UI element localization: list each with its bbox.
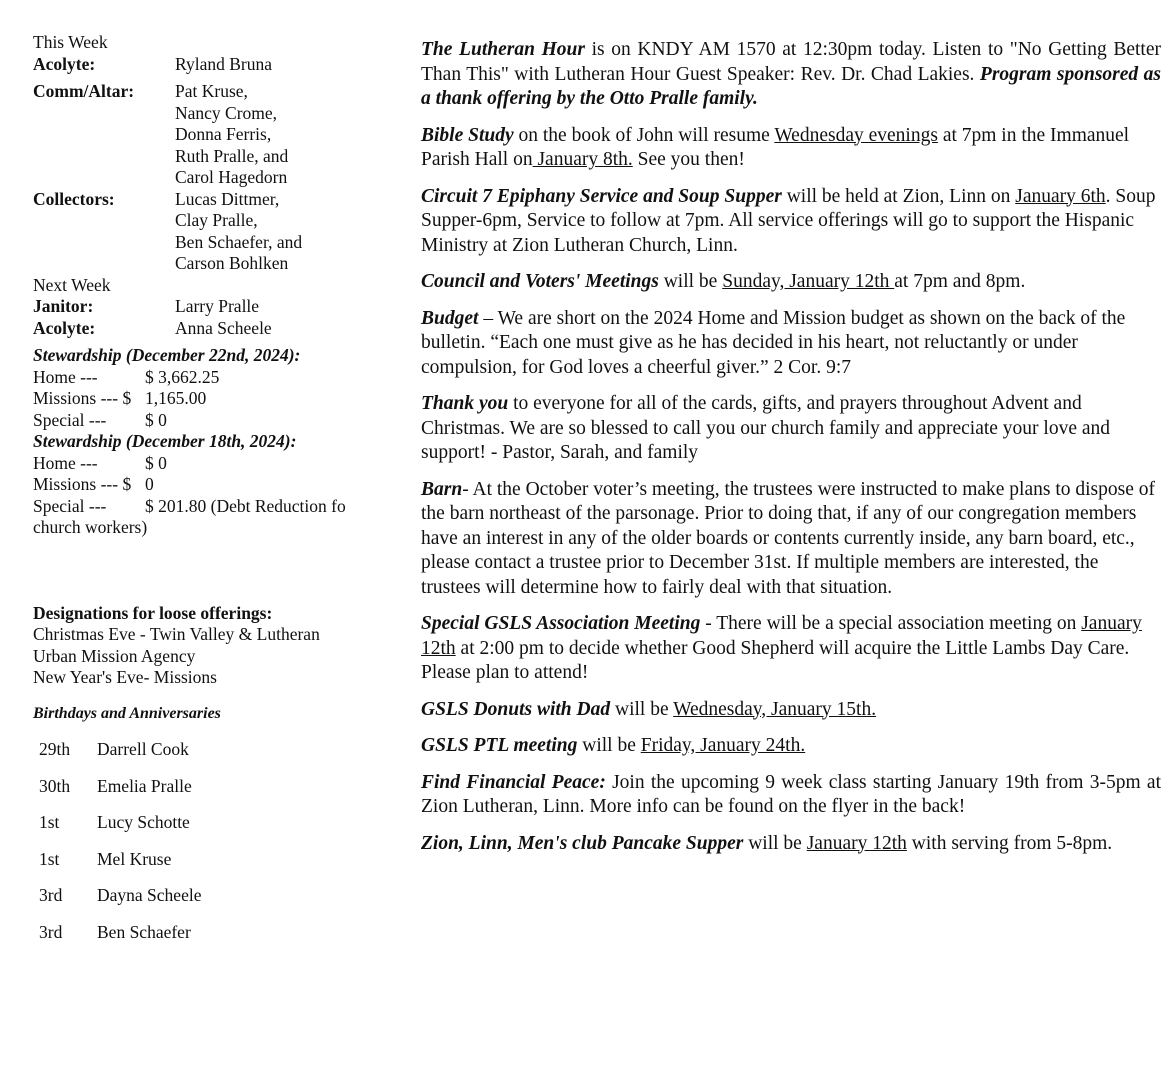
acolyte-next-row: [33, 318, 378, 340]
announcement-text: to everyone for all of the cards, gifts, and prayers throughout Advent and Christmas. We are so blessed to call you our church family and appreciate your love and support! - Pastor, Sarah, and family: [421, 393, 1111, 463]
collectors-row: [33, 189, 378, 275]
stewardship-title: Stewardship (December 22nd, 2024):: [33, 345, 301, 365]
collector-name: Clay Pralle,: [175, 210, 258, 230]
announcement-title: Thank you: [421, 393, 509, 414]
stewardship-line-label: Home ---: [33, 452, 98, 473]
announcement-title: Special GSLS Association Meeting: [421, 613, 701, 634]
birthday-item: [33, 885, 378, 907]
announcement-date: Friday, January 24th.: [640, 735, 806, 756]
collectors-label: Collectors:: [33, 188, 115, 209]
announcement-text: at 7pm and 8pm.: [894, 271, 1026, 292]
stewardship-line-label: Home ---: [33, 366, 98, 387]
announcement-title: GSLS Donuts with Dad: [421, 698, 611, 720]
announcement-date: January 12th: [421, 613, 1142, 659]
birthday-name: Darrell Cook: [97, 739, 189, 759]
announcement-donuts: [421, 698, 1161, 723]
birthday-item: [33, 776, 378, 798]
birthday-item: [33, 812, 378, 834]
announcement-bible-study: [421, 124, 1161, 173]
designation-line: New Year's Eve- Missions: [33, 667, 217, 687]
stewardship-line-amount: $ 201.80 (Debt Reduction fo: [145, 495, 346, 516]
stewardship-line-amount: $ 3,662.25: [145, 366, 220, 387]
collector-name: Carson Bohlken: [175, 253, 289, 273]
acolyte-name: Ryland Bruna: [175, 53, 272, 74]
acolyte-label: Acolyte:: [33, 53, 96, 74]
birthday-day: 3rd: [39, 885, 63, 905]
stewardship-line: [33, 367, 378, 389]
birthday-day: 30th: [39, 775, 71, 796]
birthday-name: Mel Kruse: [97, 848, 172, 869]
announcement-text: . Soup Supper-6pm, Service to follow at 7pm. All service offerings will go to support the Hispanic Ministry at Zion Lutheran Church, Linn.: [421, 185, 1156, 256]
comm-altar-row: [33, 81, 378, 189]
birthday-day: 3rd: [39, 921, 63, 942]
announcement-title: GSLS PTL meeting: [421, 735, 578, 756]
announcement-text: will be: [577, 735, 641, 756]
announcement-circuit: [421, 185, 1161, 259]
announcement-text: - At the October voter’s meeting, the trustees were instructed to make plans to dispose of the barn northeast of the parsonage. Prior to doing that, if any of our congregation members have an interest in any of the older boards or contents currently inside, any barn board, etc., please contact a trustee prior to December 31st. If multiple members are interested, the trustees will determine how to fairly deal with that situation.: [421, 478, 1155, 598]
stewardship-line-label: Special ---: [33, 495, 107, 516]
announcement-council: [421, 270, 1161, 295]
stewardship-line-label: Missions --- $: [33, 388, 132, 408]
stewardship-line-amount: 1,165.00: [145, 388, 207, 408]
acolyte-next-name: Anna Scheele: [175, 317, 272, 338]
designations: [33, 603, 378, 689]
announcement-title: The Lutheran Hour: [421, 39, 585, 60]
stewardship-line: [33, 453, 378, 475]
announcement-date: January 8th.: [532, 149, 633, 170]
left-column: [33, 32, 378, 943]
announcement-ptl: [421, 734, 1161, 759]
announcement-gsls-meeting: [421, 612, 1161, 686]
stewardship-line-amount: $ 0: [145, 452, 167, 473]
announcement-text: on the book of John will resume: [513, 124, 775, 146]
birthday-name: Dayna Scheele: [97, 885, 202, 905]
collector-name: Ben Schaefer, and: [175, 231, 303, 252]
announcement-title: Circuit 7 Epiphany Service and Soup Supper: [421, 185, 782, 207]
stewardship-line: [33, 388, 378, 410]
announcement-lutheran-hour: [421, 38, 1161, 112]
stewardship-line-label: Missions --- $: [33, 474, 132, 494]
this-week-heading: This Week: [33, 32, 108, 52]
janitor-label: Janitor:: [33, 296, 94, 316]
announcement-text: will be: [743, 832, 807, 854]
announcement-text: with serving from 5-8pm.: [906, 832, 1113, 854]
announcement-text: will be: [610, 698, 674, 720]
comm-altar-names: [175, 81, 378, 189]
announcement-text: Join the upcoming 9 week class starting January 19th from 3-5pm at Zion Lutheran, Linn. More info can be found on the flyer in the back!: [421, 771, 1161, 817]
announcement-text: – We are short on the 2024 Home and Mission budget as shown on the back of the bulletin. “Each one must give as he has decided in his heart, not reluctantly or under compulsion, for God loves a cheerful giver.” 2 Cor. 9:7: [421, 307, 1126, 378]
announcement-text: will be: [658, 271, 723, 292]
announcement-barn: [421, 478, 1161, 601]
sponsor-text: Program sponsored as a thank offering by the Otto Pralle family.: [421, 63, 1161, 109]
announcement-text: at 7pm in the Immanuel Parish Hall on: [421, 124, 1130, 170]
birthdays-title: Birthdays and Anniversaries: [33, 704, 221, 722]
birthday-item: [33, 739, 378, 761]
announcement-text: See you then!: [632, 149, 745, 170]
announcement-title: Council and Voters' Meetings: [421, 271, 659, 292]
announcement-title: Zion, Linn, Men's club Pancake Supper: [421, 832, 744, 854]
announcement-text: at 2:00 pm to decide whether Good Shepherd will acquire the Little Lambs Day Care. Please plan to attend!: [421, 637, 1130, 683]
birthday-day: 1st: [39, 848, 60, 869]
stewardship-line-amount: $ 0: [145, 409, 167, 430]
birthday-name: Emelia Pralle: [97, 775, 192, 796]
announcement-date: January 6th: [1015, 185, 1106, 207]
comm-name: Carol Hagedorn: [175, 167, 288, 187]
announcement-text: will be held at Zion, Linn on: [781, 185, 1016, 207]
announcements-column: [421, 38, 1161, 868]
acolyte-next-label: Acolyte:: [33, 317, 96, 338]
birthday-name: Ben Schaefer: [97, 921, 191, 942]
stewardship-line: [33, 410, 378, 432]
announcement-date: Wednesday evenings: [774, 124, 938, 146]
stewardship-line-label: Special ---: [33, 409, 107, 430]
comm-name: Nancy Crome,: [175, 102, 278, 123]
announcement-financial-peace: [421, 771, 1161, 820]
announcement-title: Bible Study: [421, 124, 514, 146]
birthday-day: 29th: [39, 739, 71, 759]
announcement-budget: [421, 307, 1161, 381]
announcement-date: Wednesday, January 15th.: [673, 698, 877, 720]
comm-name: Ruth Pralle, and: [175, 145, 289, 166]
stewardship-line-amount: 0: [145, 474, 154, 494]
announcement-text: - There will be a special association meeting on: [700, 613, 1082, 634]
janitor-row: [33, 296, 378, 318]
announcement-title: Barn: [421, 478, 463, 500]
stewardship-line: [33, 474, 378, 496]
collector-name: Lucas Dittmer,: [175, 188, 280, 209]
birthday-item: [33, 922, 378, 944]
announcement-title: Find Financial Peace:: [421, 771, 606, 793]
announcement-text: is on KNDY AM 1570 at 12:30pm today. Listen to "No Getting Better Than This" with Lutheran Hour Guest Speaker: Rev. Dr. Chad Lakies.: [421, 39, 1161, 85]
designations-title: Designations for loose offerings:: [33, 602, 273, 623]
designation-line: Urban Mission Agency: [33, 645, 196, 666]
comm-name: Pat Kruse,: [175, 81, 248, 101]
announcement-thank-you: [421, 392, 1161, 466]
collectors-names: [175, 189, 378, 275]
designation-line: Christmas Eve - Twin Valley & Lutheran: [33, 624, 320, 644]
stewardship-line: [33, 496, 378, 518]
birthday-item: [33, 849, 378, 871]
comm-altar-label: Comm/Altar:: [33, 81, 135, 101]
stewardship-title: Stewardship (December 18th, 2024):: [33, 431, 297, 451]
announcement-title: Budget: [421, 307, 479, 329]
announcement-pancake: [421, 832, 1161, 857]
announcement-date: January 12th: [806, 832, 907, 854]
janitor-name: Larry Pralle: [175, 296, 260, 316]
next-week-heading: Next Week: [33, 274, 111, 295]
birthday-name: Lucy Schotte: [97, 812, 190, 832]
comm-name: Donna Ferris,: [175, 124, 272, 144]
stewardship-continuation: church workers): [33, 517, 148, 537]
birthday-day: 1st: [39, 812, 60, 832]
acolyte-row: [33, 54, 378, 76]
announcement-date: Sunday, January 12th: [722, 271, 895, 292]
